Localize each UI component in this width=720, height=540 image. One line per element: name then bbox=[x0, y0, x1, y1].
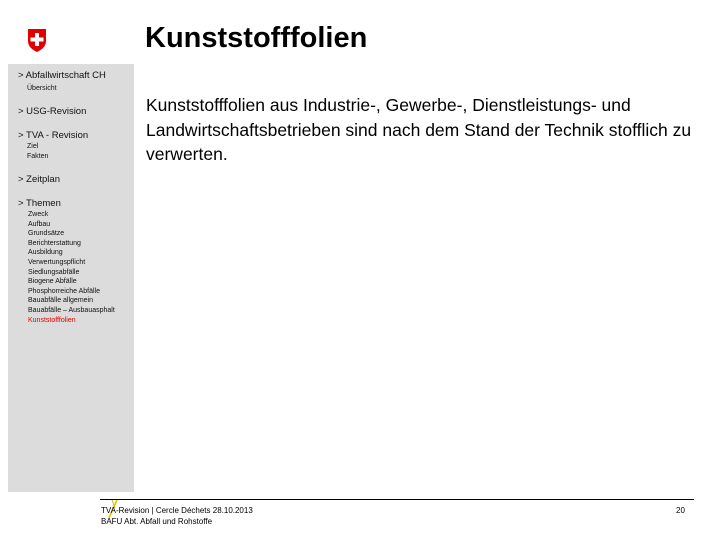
sidebar-subitem-siedlungsabfaelle[interactable]: Siedlungsabfälle bbox=[28, 268, 80, 276]
sidebar-subitem-phosphorreiche-abfaelle[interactable]: Phosphorreiche Abfälle bbox=[28, 287, 100, 295]
sidebar-item-themen[interactable]: > Themen bbox=[18, 198, 61, 209]
page-title: Kunststofffolien bbox=[145, 22, 368, 54]
footer-event-text: TVA-Revision | Cercle Déchets 28.10.2013 bbox=[101, 506, 253, 515]
sidebar-item-abfallwirtschaft[interactable]: > Abfallwirtschaft CH bbox=[18, 70, 106, 81]
sidebar-subitem-ausbauasphalt[interactable]: Bauabfälle – Ausbauasphalt bbox=[28, 306, 115, 314]
sidebar-subitem-ausbildung[interactable]: Ausbildung bbox=[28, 249, 63, 257]
sidebar-subitem-fakten[interactable]: Fakten bbox=[27, 153, 49, 160]
sidebar-subitem-bauabfaelle-allgemein[interactable]: Bauabfälle allgemein bbox=[28, 297, 93, 305]
sidebar-subitem-kunststofffolien-active[interactable]: Kunststofffolien bbox=[28, 316, 76, 324]
sidebar-subitem-grundsaetze[interactable]: Grundsätze bbox=[28, 230, 65, 238]
themen-list bbox=[28, 210, 115, 325]
sidebar-subitem-verwertungspflicht[interactable]: Verwertungspflicht bbox=[28, 258, 86, 266]
sidebar-subitem-aufbau[interactable]: Aufbau bbox=[28, 220, 51, 228]
sidebar-item-zeitplan[interactable]: > Zeitplan bbox=[18, 174, 60, 185]
footer-org-text: BAFU Abt. Abfall und Rohstoffe bbox=[101, 517, 213, 526]
sidebar-subitem-uebersicht[interactable]: Übersicht bbox=[27, 85, 57, 92]
swiss-cross-icon bbox=[27, 29, 47, 52]
sidebar-item-tva-revision[interactable]: > TVA - Revision bbox=[18, 130, 89, 141]
sidebar-subitem-berichterstattung[interactable]: Berichterstattung bbox=[28, 239, 81, 247]
page-number: 20 bbox=[676, 506, 685, 515]
slide-body-text: Kunststofffolien aus Industrie-, Gewerbe-, Dienstleistungs- und Landwirtschaftsbetrieben sind nach dem Stand der Technik stofflich zu verwerten. bbox=[146, 95, 692, 164]
footer-divider bbox=[100, 499, 694, 500]
sidebar-item-usg-revision[interactable]: > USG-Revision bbox=[18, 106, 87, 117]
sidebar-subitem-ziel[interactable]: Ziel bbox=[27, 143, 39, 150]
sidebar-subitem-zweck[interactable]: Zweck bbox=[28, 211, 49, 218]
sidebar-subitem-biogene-abfaelle[interactable]: Biogene Abfälle bbox=[28, 278, 77, 286]
